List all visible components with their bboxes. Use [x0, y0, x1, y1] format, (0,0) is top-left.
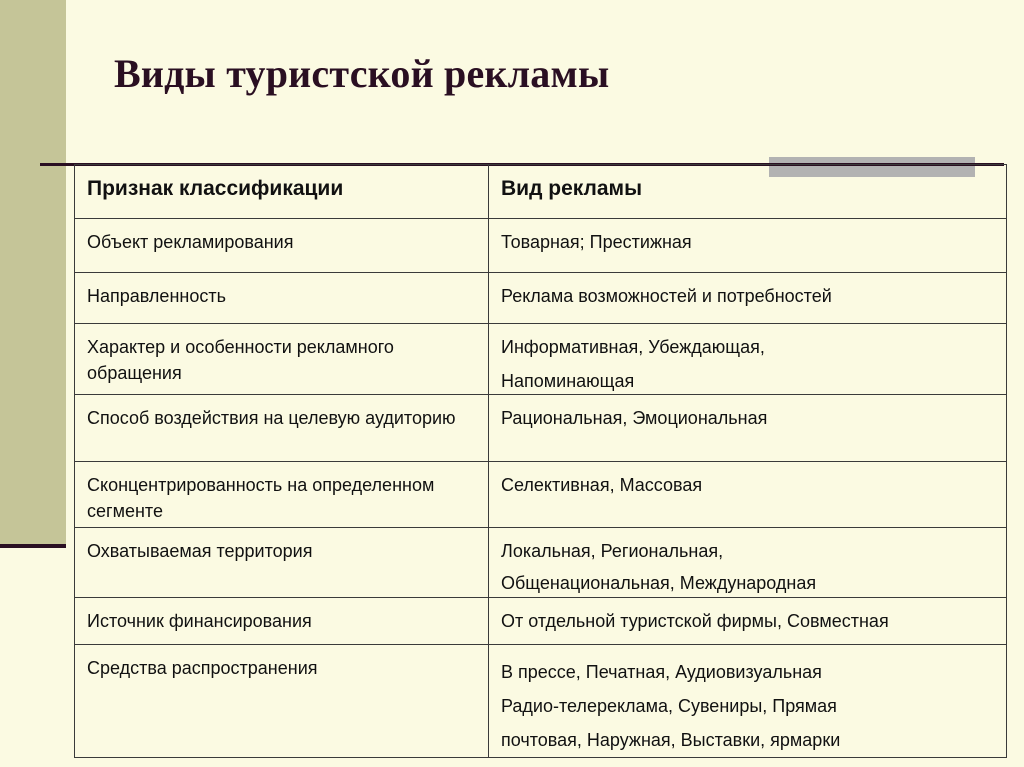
row-type: Селективная, Массовая: [489, 462, 1007, 528]
header-feature: Признак классификации: [75, 165, 489, 219]
row-feature: Объект рекламирования: [75, 219, 489, 273]
left-decorative-band: [0, 0, 66, 548]
left-divider-line: [0, 544, 66, 548]
table-row: [75, 219, 1007, 273]
row-type: Реклама возможностей и потребностей: [489, 273, 1007, 324]
row-type: Рациональная, Эмоциональная: [489, 395, 1007, 462]
header-type: Вид рекламы: [489, 165, 1007, 219]
row-feature: Направленность: [75, 273, 489, 324]
row-type: Локальная, Региональная, Общенациональная, Международная: [489, 528, 1007, 598]
table-row: [75, 462, 1007, 528]
table-row: [75, 528, 1007, 598]
row-type: Товарная; Престижная: [489, 219, 1007, 273]
row-type: От отдельной туристской фирмы, Совместная: [489, 598, 1007, 645]
row-feature: Сконцентрированность на определенном сегменте: [75, 462, 489, 528]
row-type: В прессе, Печатная, Аудиовизуальная Радио-телереклама, Сувениры, Прямая почтовая, Наружная, Выставки, ярмарки: [489, 645, 1007, 758]
row-feature: Средства распространения: [75, 645, 489, 758]
table-row: [75, 324, 1007, 395]
table-row: [75, 273, 1007, 324]
table-row: [75, 645, 1007, 758]
table-header-row: [75, 165, 1007, 219]
table-row: [75, 395, 1007, 462]
classification-table: [74, 164, 1007, 758]
slide-title: Виды туристской рекламы: [114, 51, 610, 96]
row-feature: Охватываемая территория: [75, 528, 489, 598]
row-feature: Характер и особенности рекламного обращения: [75, 324, 489, 395]
table-row: [75, 598, 1007, 645]
row-feature: Способ воздействия на целевую аудиторию: [75, 395, 489, 462]
row-type: Информативная, Убеждающая, Напоминающая: [489, 324, 1007, 395]
row-feature: Источник финансирования: [75, 598, 489, 645]
